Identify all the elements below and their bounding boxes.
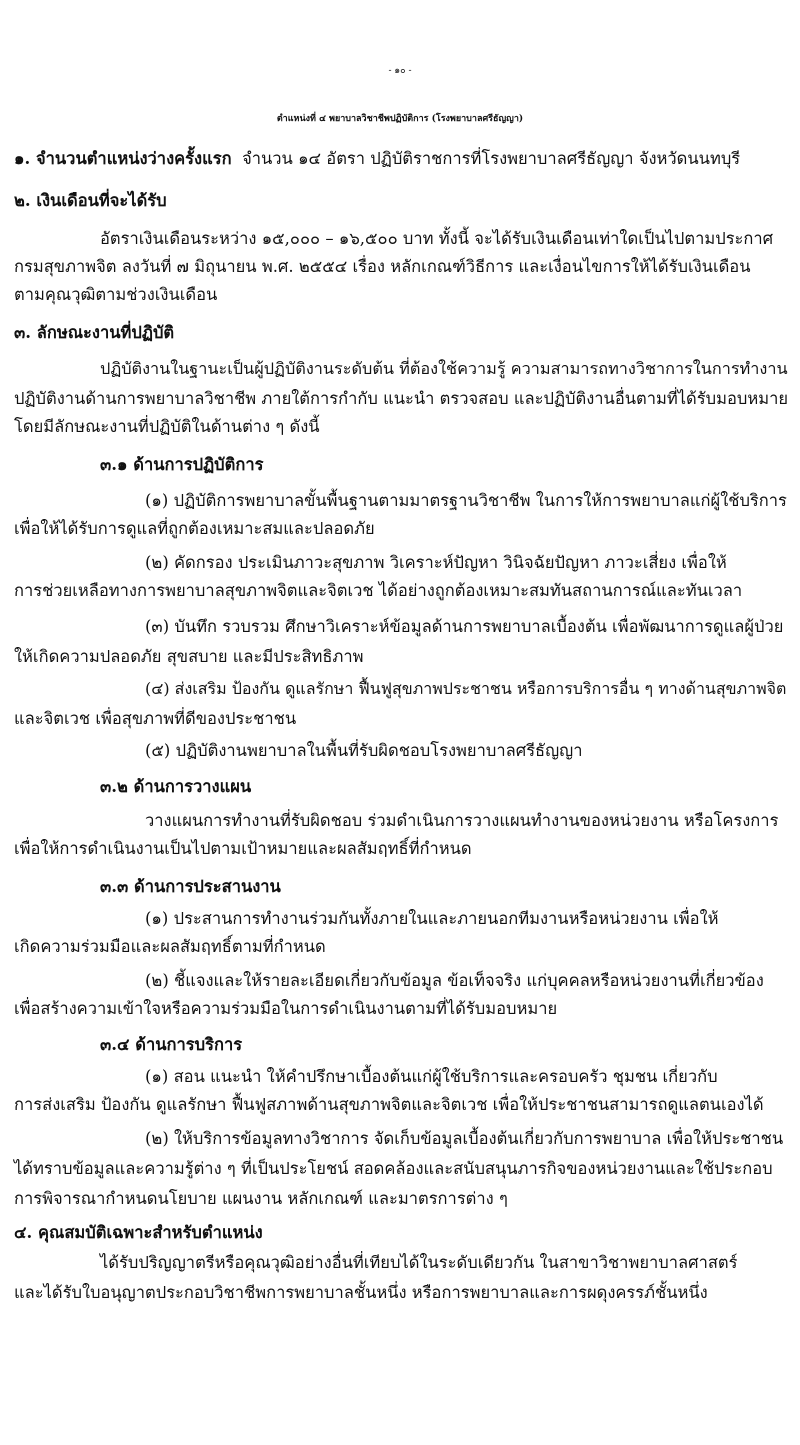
section-1 (14, 148, 740, 170)
list-item: (๑) ประสานการทำงานร่วมกันทั้งภายในและภายนอกทีมงานหรือหน่วยงาน เพื่อให้ (145, 909, 719, 928)
list-item: การพิจารณากำหนดนโยบาย แผนงาน หลักเกณฑ์ และมาตรการต่าง ๆ (14, 1189, 508, 1208)
subsection-3-3-heading: ๓.๓ ด้านการประสานงาน (100, 877, 281, 896)
list-item: (๔) ส่งเสริม ป้องกัน ดูแลรักษา ฟื้นฟูสุขภาพประชาชน หรือการบริการอื่น ๆ ทางด้านสุขภาพจิต (145, 679, 787, 698)
list-item: และจิตเวช เพื่อสุขภาพที่ดีของประชาชน (14, 709, 297, 728)
list-item: (๒) ให้บริการข้อมูลทางวิชาการ จัดเก็บข้อมูลเบื้องต้นเกี่ยวกับการพยาบาล เพื่อให้ประชาชน (145, 1129, 784, 1148)
paragraph-line: วางแผนการทำงานที่รับผิดชอบ ร่วมดำเนินการวางแผนทำงานของหน่วยงาน หรือโครงการ (145, 811, 779, 830)
list-item: (๓) บันทึก รวบรวม ศึกษาวิเคราะห์ข้อมูลด้านการพยาบาลเบื้องต้น เพื่อพัฒนาการดูแลผู้ป่วย (145, 617, 784, 636)
position-title: ตำแหน่งที่ ๔ พยาบาลวิชาชีพปฏิบัติการ (โรงพยาบาลศรีธัญญา) (276, 114, 524, 124)
list-item: การส่งเสริม ป้องกัน ดูแลรักษา ฟื้นฟูสภาพด้านสุขภาพจิตและจิตเวช เพื่อให้ประชาชนสามารถดูแลตนเองได้ (14, 1095, 764, 1114)
list-item: (๑) สอน แนะนำ ให้คำปรึกษาเบื้องต้นแก่ผู้ใช้บริการและครอบครัว ชุมชน เกี่ยวกับ (145, 1067, 718, 1086)
section-3-heading: ๓. ลักษณะงานที่ปฏิบัติ (14, 323, 175, 342)
subsection-3-4-heading: ๓.๔ ด้านการบริการ (100, 1035, 243, 1054)
list-item: ได้ทราบข้อมูลและความรู้ต่าง ๆ ที่เป็นประโยชน์ สอดคล้องและสนับสนุนภารกิจของหน่วยงานและใช้ประกอบ (14, 1159, 773, 1178)
paragraph-line: ได้รับปริญญาตรีหรือคุณวุฒิอย่างอื่นที่เทียบได้ในระดับเดียวกัน ในสาขาวิชาพยาบาลศาสตร์ (100, 1253, 738, 1272)
subsection-3-2-heading: ๓.๒ ด้านการวางแผน (100, 777, 252, 796)
section-3-intro-line: ปฏิบัติงานด้านการพยาบาลวิชาชีพ ภายใต้การกำกับ แนะนำ ตรวจสอบ และปฏิบัติงานอื่นตามที่ได้รับมอบหมาย (14, 389, 789, 408)
paragraph-line: และได้รับใบอนุญาตประกอบวิชาชีพการพยาบาลชั้นหนึ่ง หรือการพยาบาลและการผดุงครรภ์ชั้นหนึ่ง (14, 1283, 708, 1302)
subsection-3-1-heading: ๓.๑ ด้านการปฏิบัติการ (100, 455, 264, 474)
list-item: (๒) ชี้แจงและให้รายละเอียดเกี่ยวกับข้อมูล ข้อเท็จจริง แก่บุคคลหรือหน่วยงานที่เกี่ยวข้อง (145, 971, 764, 990)
list-item: ให้เกิดความปลอดภัย สุขสบาย และมีประสิทธิภาพ (14, 647, 364, 666)
list-item: (๒) คัดกรอง ประเมินภาวะสุขภาพ วิเคราะห์ปัญหา วินิจฉัยปัญหา ภาวะเสี่ยง เพื่อให้ (145, 553, 727, 572)
section-2-line: ตามคุณวุฒิตามช่วงเงินเดือน (14, 285, 218, 304)
list-item: การช่วยเหลือทางการพยาบาลสุขภาพจิตและจิตเวช ได้อย่างถูกต้องเหมาะสมทันสถานการณ์และทันเวลา (14, 581, 743, 600)
list-item: เพื่อให้ได้รับการดูแลที่ถูกต้องเหมาะสมและปลอดภัย (14, 519, 375, 538)
list-item: (๕) ปฏิบัติงานพยาบาลในพื้นที่รับผิดชอบโรงพยาบาลศรีธัญญา (145, 741, 583, 760)
list-item: เกิดความร่วมมือและผลสัมฤทธิ์ตามที่กำหนด (14, 937, 326, 956)
section-2-heading: ๒. เงินเดือนที่จะได้รับ (14, 191, 167, 210)
list-item: (๑) ปฏิบัติการพยาบาลขั้นพื้นฐานตามมาตรฐานวิชาชีพ ในการให้การพยาบาลแก่ผู้ใช้บริการ (145, 491, 787, 510)
section-3-intro-line: โดยมีลักษณะงานที่ปฏิบัติในด้านต่าง ๆ ดังนี้ (14, 417, 320, 436)
section-1-heading: ๑. จำนวนตำแหน่งว่างครั้งแรก (14, 149, 232, 168)
section-2-line: กรมสุขภาพจิต ลงวันที่ ๗ มิถุนายน พ.ศ. ๒๕๕๔ เรื่อง หลักเกณฑ์วิธีการ และเงื่อนไขการให้ได้รับเงินเดือน (14, 257, 751, 276)
section-4-heading: ๔. คุณสมบัติเฉพาะสำหรับตำแหน่ง (14, 1223, 263, 1242)
paragraph-line: เพื่อให้การดำเนินงานเป็นไปตามเป้าหมายและผลสัมฤทธิ์ที่กำหนด (14, 839, 472, 858)
section-1-text: จำนวน ๑๔ อัตรา ปฏิบัติราชการที่โรงพยาบาลศรีธัญญา จังหวัดนนทบุรี (242, 149, 741, 168)
page-number: - ๑๐ - (388, 66, 412, 76)
list-item: เพื่อสร้างความเข้าใจหรือความร่วมมือในการดำเนินงานตามที่ได้รับมอบหมาย (14, 999, 558, 1018)
section-2-line: อัตราเงินเดือนระหว่าง ๑๕,๐๐๐ – ๑๖,๕๐๐ บาท ทั้งนี้ จะได้รับเงินเดือนเท่าใดเป็นไปตามประกาศ (100, 229, 774, 248)
section-3-intro-line: ปฏิบัติงานในฐานะเป็นผู้ปฏิบัติงานระดับต้น ที่ต้องใช้ความรู้ ความสามารถทางวิชาการในการทำงาน (100, 359, 788, 378)
